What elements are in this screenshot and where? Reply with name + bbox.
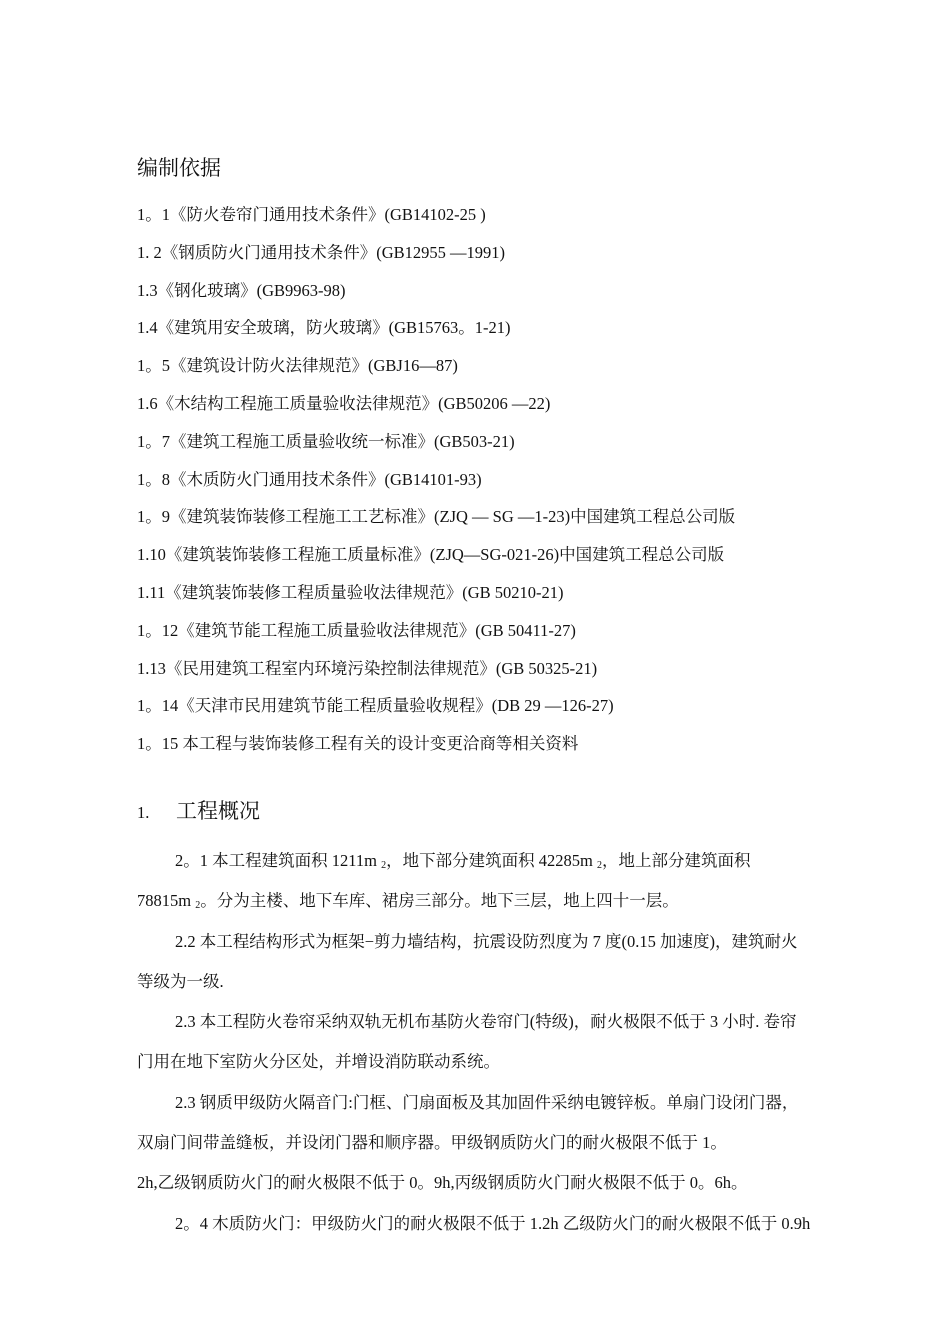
overview-paragraph-line: 2.3 钢质甲级防火隔音门:门框、门扇面板及其加固件采纳电镀锌板。单扇门设闭门器， (175, 1092, 799, 1112)
basis-item: 1.3《钢化玻璃》(GB9963-98) (137, 280, 346, 300)
basis-item: 1。12《建筑节能工程施工质量验收法律规范》(GB 50411-27) (137, 620, 576, 640)
basis-item: 1。8《木质防火门通用技术条件》(GB14101-93) (137, 469, 482, 489)
basis-item: 1. 2《钢质防火门通用技术条件》(GB12955 —1991) (137, 242, 506, 262)
heading-overview-title: 工程概况 (176, 799, 260, 823)
basis-item: 1.13《民用建筑工程室内环境污染控制法律规范》(GB 50325-21) (137, 658, 598, 678)
basis-item: 1.10《建筑装饰装修工程施工质量标准》(ZJQ—SG-021-26)中国建筑工程总公司版 (137, 545, 725, 565)
text-run: 78815m (137, 891, 196, 911)
heading-overview (137, 797, 260, 827)
basis-item: 1.4《建筑用安全玻璃，防火玻璃》(GB15763。1-21) (137, 318, 511, 338)
subscript-unit: 2 (195, 900, 201, 912)
basis-item: 1。5《建筑设计防火法律规范》(GBJ16—87) (137, 356, 458, 376)
basis-item: 1。15 本工程与装饰装修工程有关的设计变更洽商等相关资料 (137, 734, 579, 754)
heading-overview-number: 1. (137, 803, 150, 822)
overview-paragraph-line (137, 849, 877, 889)
basis-list (137, 203, 917, 770)
overview-paragraph-line: 2.2 本工程结构形式为框架−剪力墙结构，抗震设防烈度为 7 度(0.15 加速度)，建筑耐火 (175, 931, 798, 951)
overview-body (137, 849, 877, 1252)
overview-paragraph-line: 门用在地下室防火分区处，并增设消防联动系统。 (137, 1052, 500, 1072)
basis-item: 1。9《建筑装饰装修工程施工工艺标准》(ZJQ — SG —1-23)中国建筑工程总公司版 (137, 507, 736, 527)
basis-item: 1。14《天津市民用建筑节能工程质量验收规程》(DB 29 —126-27) (137, 696, 614, 716)
basis-item: 1。1《防火卷帘门通用技术条件》(GB14102-25 ) (137, 205, 486, 224)
subscript-unit: 2 (381, 860, 387, 871)
text-run: ，地上部分建筑面积 (601, 851, 751, 870)
overview-paragraph-line: 2.3 本工程防火卷帘采纳双轨无机布基防火卷帘门(特级)，耐火极限不低于 3 小时. 卷帘 (175, 1012, 797, 1032)
basis-item: 1.6《木结构工程施工质量验收法律规范》(GB50206 —22) (137, 393, 551, 413)
basis-item: 1.11《建筑装饰装修工程质量验收法律规范》(GB 50210-21) (137, 582, 564, 602)
text-run: 2。1 本工程建筑面积 1211m (175, 851, 382, 870)
overview-paragraph-line: 双扇门间带盖缝板，并设闭门器和顺序器。甲级钢质防火门的耐火极限不低于 1。 (137, 1133, 727, 1153)
overview-paragraph-line (137, 889, 877, 929)
overview-paragraph-line: 2h,乙级钢质防火门的耐火极限不低于 0。9h,丙级钢质防火门耐火极限不低于 0。6h。 (137, 1173, 748, 1193)
text-run: ，地下部分建筑面积 42285m (386, 851, 597, 870)
basis-item: 1。7《建筑工程施工质量验收统一标准》(GB503-21) (137, 431, 515, 451)
text-run: 。分为主楼、地下车库、裙房三部分。地下三层，地上四十一层。 (200, 891, 679, 911)
heading-basis: 编制依据 (137, 156, 221, 180)
overview-paragraph-line: 等级为一级. (137, 971, 224, 991)
overview-paragraph-line: 2。4 木质防火门：甲级防火门的耐火极限不低于 1.2h 乙级防火门的耐火极限不低于 0.9h (175, 1213, 811, 1233)
subscript-unit: 2 (596, 860, 602, 871)
